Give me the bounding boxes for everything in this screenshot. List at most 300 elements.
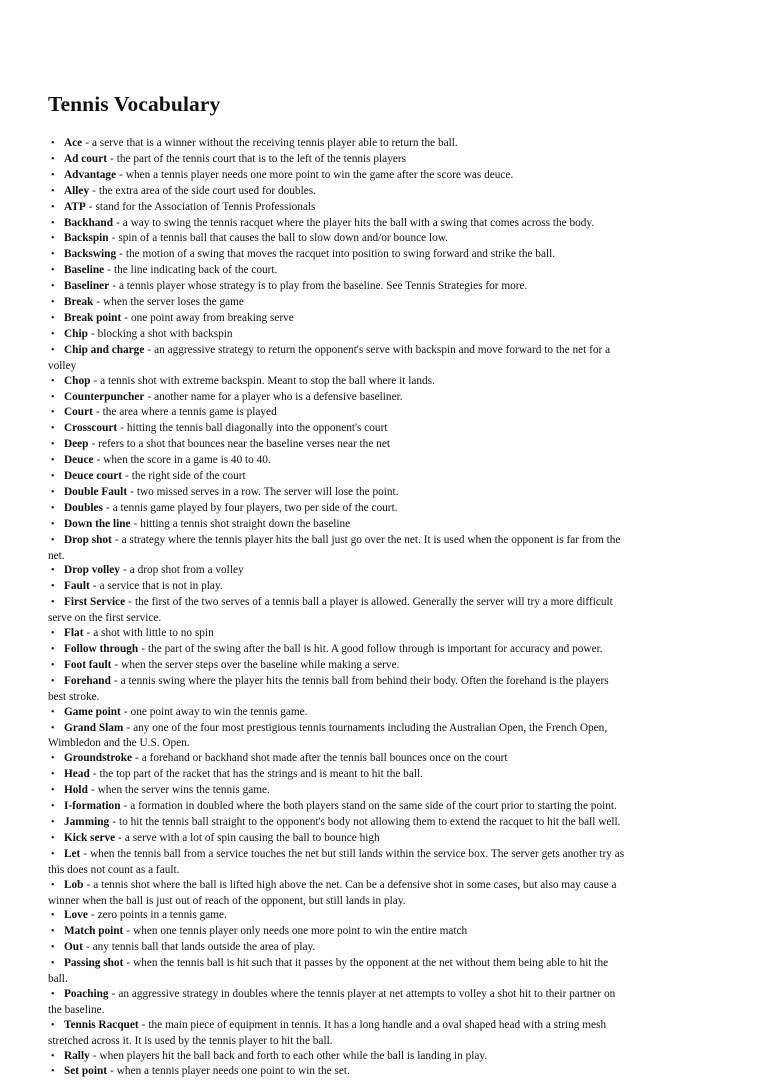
entry-line	[48, 658, 710, 674]
bullet-icon: •	[51, 1066, 55, 1078]
list-item	[48, 453, 710, 469]
term-separator: -	[123, 705, 128, 718]
term-label: Chip	[64, 327, 88, 340]
entry-line	[48, 595, 710, 611]
list-item	[48, 751, 710, 767]
term-definition: any tennis ball that lands outside the area of play.	[92, 941, 316, 954]
bullet-icon: •	[51, 312, 55, 324]
list-item	[48, 1018, 710, 1049]
term-definition: the part of the swing after the ball is hit. A good follow through is important for accuracy and power.	[147, 643, 603, 655]
bullet-icon: •	[51, 391, 55, 403]
term-separator: -	[141, 643, 145, 655]
entry-line	[48, 908, 710, 924]
term-definition: a strategy where the tennis player hits the ball just go over the net. It is used when the opponent is far from the	[121, 533, 621, 546]
term-label: Jamming	[64, 815, 110, 828]
list-item	[48, 1064, 710, 1080]
bullet-icon: •	[51, 153, 55, 165]
entry-line	[48, 626, 710, 642]
list-item	[48, 168, 710, 184]
term-label: Follow through	[64, 643, 139, 655]
bullet-icon: •	[51, 879, 55, 891]
term-definition: a serve that is a winner without the receiving tennis player able to return the ball.	[91, 137, 458, 149]
entry-line	[48, 485, 710, 501]
bullet-icon: •	[51, 265, 55, 277]
list-item	[48, 799, 710, 815]
term-separator: -	[86, 878, 91, 891]
entry-line	[48, 831, 710, 847]
list-item	[48, 563, 710, 579]
entry-line	[48, 390, 710, 406]
bullet-icon: •	[51, 1019, 55, 1031]
term-label: Hold	[64, 784, 88, 797]
bullet-icon: •	[51, 988, 55, 1000]
term-definition: any one of the four most prestigious tennis tournaments including the Australian Open, the French Open,	[133, 721, 608, 734]
bullet-icon: •	[51, 753, 55, 765]
bullet-icon: •	[51, 675, 55, 687]
entry-line	[48, 405, 710, 421]
list-item	[48, 485, 710, 501]
bullet-icon: •	[51, 502, 55, 514]
entry-line	[48, 517, 710, 533]
list-item	[48, 327, 710, 343]
entry-line	[48, 247, 710, 263]
term-separator: -	[111, 987, 116, 1000]
entry-line	[48, 200, 710, 216]
term-definition: the right side of the court	[131, 470, 246, 483]
term-separator: -	[88, 200, 93, 213]
term-separator: -	[85, 137, 89, 149]
term-label: Game point	[64, 705, 121, 718]
term-label: Backhand	[64, 216, 113, 229]
term-label: Set point	[64, 1065, 107, 1078]
list-item	[48, 469, 710, 485]
term-label: Drop volley	[64, 564, 120, 577]
term-separator: -	[115, 216, 120, 229]
term-label: Crosscourt	[64, 422, 118, 435]
bullet-icon: •	[51, 581, 55, 593]
entry-line	[48, 1064, 710, 1080]
entry-line	[48, 279, 710, 295]
list-item	[48, 405, 710, 421]
term-definition: when a tennis player needs one point to win the set.	[116, 1065, 350, 1078]
term-separator: -	[119, 248, 123, 261]
term-definition: stand for the Association of Tennis Professionals	[95, 200, 316, 213]
term-definition: one point away from breaking serve	[131, 311, 294, 324]
bullet-icon: •	[51, 785, 55, 797]
term-label: Forehand	[64, 674, 111, 687]
term-definition: another name for a player who is a defensive baseliner.	[154, 390, 403, 403]
term-label: First Service	[64, 596, 126, 609]
page-title: Tennis Vocabulary	[48, 92, 221, 116]
entry-line	[48, 815, 710, 831]
term-definition-continuation: best stroke.	[48, 690, 100, 703]
term-definition: when the score in a game is 40 to 40.	[103, 454, 271, 467]
term-definition: an aggressive strategy to return the opponent's serve with backspin and move forward to the net for a	[154, 343, 611, 356]
term-label: Doubles	[64, 501, 103, 514]
term-label: Break	[64, 296, 94, 309]
bullet-icon: •	[51, 722, 55, 734]
entry-line	[48, 231, 710, 247]
entry-line	[48, 563, 710, 579]
entry-line	[48, 327, 710, 343]
term-separator: -	[124, 311, 128, 324]
list-item	[48, 152, 710, 168]
entry-line	[48, 705, 710, 721]
list-item	[48, 595, 710, 626]
term-label: Groundstroke	[64, 752, 133, 765]
term-separator: -	[133, 517, 138, 530]
bullet-icon: •	[51, 848, 55, 860]
term-separator: -	[118, 831, 122, 844]
list-item	[48, 626, 710, 642]
entry-line	[48, 751, 710, 767]
term-separator: -	[90, 784, 95, 797]
term-separator: -	[107, 264, 111, 277]
bullet-icon: •	[51, 344, 55, 356]
list-item	[48, 343, 710, 374]
list-item	[48, 987, 710, 1018]
term-separator: -	[120, 422, 124, 435]
term-separator: -	[92, 1049, 97, 1062]
term-separator: -	[111, 232, 116, 245]
term-definition: zero points in a tennis game.	[97, 909, 227, 922]
term-label: I-formation	[64, 800, 121, 813]
list-item	[48, 579, 710, 595]
list-item	[48, 878, 710, 909]
bullet-icon: •	[51, 423, 55, 435]
entry-line	[48, 956, 710, 972]
bullet-icon: •	[51, 185, 55, 197]
bullet-icon: •	[51, 769, 55, 781]
term-separator: -	[114, 533, 119, 546]
entry-line	[48, 924, 710, 940]
bullet-icon: •	[51, 1050, 55, 1062]
bullet-icon: •	[51, 407, 55, 419]
term-separator: -	[92, 184, 96, 197]
term-separator: -	[119, 168, 123, 181]
term-label: Down the line	[64, 517, 131, 530]
term-separator: -	[126, 925, 131, 938]
list-item	[48, 783, 710, 799]
bullet-icon: •	[51, 217, 55, 229]
bullet-icon: •	[51, 297, 55, 309]
term-separator: -	[105, 501, 110, 514]
term-definition: a tennis swing where the player hits the tennis ball from behind their body. Often the forehand is the players	[120, 674, 609, 687]
list-item	[48, 247, 710, 263]
term-definition: when players hit the ball back and forth to each other while the ball is landing in play.	[99, 1049, 488, 1062]
term-definition: one point away to win the tennis game.	[130, 705, 308, 718]
list-item	[48, 767, 710, 783]
bullet-icon: •	[51, 455, 55, 467]
list-item	[48, 421, 710, 437]
list-item	[48, 1049, 710, 1065]
list-item	[48, 231, 710, 247]
term-separator: -	[93, 374, 98, 387]
term-separator: -	[135, 752, 139, 765]
term-separator: -	[113, 674, 118, 687]
bullet-icon: •	[51, 233, 55, 245]
term-definition: an aggressive strategy in doubles where the tennis player at net attempts to volley a shot hit to their partner on	[118, 987, 616, 1000]
term-definition: the line indicating back of the court.	[113, 264, 278, 277]
list-item	[48, 501, 710, 517]
entry-line	[48, 168, 710, 184]
vocabulary-list	[48, 136, 710, 1080]
term-label: Deuce court	[64, 470, 123, 483]
term-separator: -	[123, 800, 128, 813]
list-item	[48, 517, 710, 533]
term-label: Ace	[64, 137, 83, 149]
bullet-icon: •	[51, 565, 55, 577]
term-separator: -	[126, 957, 131, 970]
term-definition: two missed serves in a row. The server will lose the point.	[136, 485, 399, 498]
term-separator: -	[85, 941, 90, 954]
term-label: Ad court	[64, 152, 107, 165]
term-definition: a tennis player whose strategy is to play from the baseline. See Tennis Strategies for more.	[118, 280, 528, 293]
list-item	[48, 924, 710, 940]
term-label: Counterpuncher	[64, 390, 145, 403]
bullet-icon: •	[51, 471, 55, 483]
term-definition: the main piece of equipment in tennis. It has a long handle and a oval shaped head with a string mesh	[148, 1018, 607, 1031]
bullet-icon: •	[51, 926, 55, 938]
term-definition: a tennis shot where the ball is lifted high above the net. Can be a defensive shot in some cases, but also may cause a	[93, 878, 617, 891]
entry-line	[48, 295, 710, 311]
term-label: Let	[64, 847, 81, 860]
list-item	[48, 705, 710, 721]
term-label: Tennis Racquet	[64, 1018, 139, 1031]
term-separator: -	[112, 280, 116, 293]
term-definition: when one tennis player only needs one more point to win the entire match	[133, 925, 468, 938]
term-separator: -	[147, 390, 152, 403]
term-definition: a drop shot from a volley	[129, 564, 244, 577]
list-item	[48, 279, 710, 295]
list-item	[48, 721, 710, 752]
entry-line	[48, 987, 710, 1003]
entry-line	[48, 421, 710, 437]
bullet-icon: •	[51, 942, 55, 954]
list-item	[48, 658, 710, 674]
entry-line	[48, 501, 710, 517]
bullet-icon: •	[51, 169, 55, 181]
entry-line	[48, 799, 710, 815]
list-item	[48, 200, 710, 216]
list-item	[48, 390, 710, 406]
term-label: Out	[64, 941, 83, 954]
term-separator: -	[141, 1018, 146, 1031]
term-label: Rally	[64, 1049, 90, 1062]
term-definition-continuation: ball.	[48, 973, 68, 986]
bullet-icon: •	[51, 597, 55, 609]
entry-line	[48, 642, 710, 658]
term-definition: the first of the two serves of a tennis ball a player is allowed. Generally the server will try a more difficult	[134, 596, 613, 609]
term-definition: the part of the tennis court that is to the left of the tennis players	[116, 152, 407, 165]
list-item	[48, 311, 710, 327]
term-definition: the top part of the racket that has the strings and is meant to hit the ball.	[99, 768, 423, 781]
bullet-icon: •	[51, 816, 55, 828]
term-definition: the extra area of the side court used for doubles.	[98, 184, 316, 197]
term-definition: when a tennis player needs one more point to win the game after the score was deuce.	[125, 168, 514, 181]
term-separator: -	[126, 721, 131, 734]
list-item	[48, 815, 710, 831]
term-label: Advantage	[64, 168, 117, 181]
list-item	[48, 216, 710, 232]
term-definition: hitting a tennis shot straight down the baseline	[140, 517, 351, 530]
term-definition: hitting the tennis ball diagonally into the opponent's court	[126, 422, 388, 435]
bullet-icon: •	[51, 201, 55, 213]
entry-line	[48, 533, 710, 549]
term-label: Lob	[64, 878, 84, 891]
entry-line	[48, 847, 710, 863]
bullet-icon: •	[51, 518, 55, 530]
entry-line	[48, 1018, 710, 1034]
term-label: Deep	[64, 438, 89, 451]
term-label: Break point	[64, 311, 122, 324]
list-item	[48, 847, 710, 878]
term-definition-continuation: the baseline.	[48, 1003, 105, 1016]
list-item	[48, 263, 710, 279]
list-item	[48, 831, 710, 847]
term-label: Fault	[64, 580, 90, 593]
bullet-icon: •	[51, 281, 55, 293]
term-definition: blocking a shot with backspin	[97, 327, 233, 340]
entry-line	[48, 878, 710, 894]
term-definition-continuation: this does not count as a fault.	[48, 863, 180, 876]
term-separator: -	[130, 485, 134, 498]
term-definition: when the server loses the game	[103, 296, 244, 309]
term-separator: -	[112, 815, 116, 828]
term-definition: the area where a tennis game is played	[102, 406, 277, 419]
list-item	[48, 956, 710, 987]
bullet-icon: •	[51, 801, 55, 813]
term-definition: when the tennis ball from a service touches the net but still lands within the service box. The server gets another try as	[90, 847, 625, 860]
term-label: Chip and charge	[64, 343, 145, 356]
term-definition: a formation in doubled where the both players stand on the same side of the court prior to starting the point.	[130, 800, 617, 813]
list-item	[48, 437, 710, 453]
term-label: Head	[64, 768, 90, 781]
bullet-icon: •	[51, 706, 55, 718]
entry-line	[48, 152, 710, 168]
term-label: Backswing	[64, 248, 117, 261]
term-definition: the motion of a swing that moves the racquet into position to swing forward and strike the ball.	[125, 248, 556, 261]
term-definition: a forehand or backhand shot made after the tennis ball bounces once on the court	[141, 752, 508, 765]
entry-line	[48, 343, 710, 359]
entry-line	[48, 184, 710, 200]
term-label: Match point	[64, 925, 124, 938]
term-separator: -	[90, 909, 95, 922]
term-label: Grand Slam	[64, 721, 124, 734]
list-item	[48, 374, 710, 390]
term-definition-continuation: stretched across it. It is used by the tennis player to hit the ball.	[48, 1034, 333, 1047]
entry-line	[48, 437, 710, 453]
entry-line	[48, 783, 710, 799]
bullet-icon: •	[51, 375, 55, 387]
term-label: Baseliner	[64, 280, 110, 293]
term-label: ATP	[64, 200, 86, 213]
term-separator: -	[95, 406, 100, 419]
term-definition: a tennis game played by four players, two per side of the court.	[112, 501, 398, 514]
term-separator: -	[92, 768, 97, 781]
bullet-icon: •	[51, 958, 55, 970]
entry-line	[48, 767, 710, 783]
term-label: Chop	[64, 374, 91, 387]
entry-line	[48, 136, 710, 152]
term-label: Backspin	[64, 232, 109, 245]
term-label: Drop shot	[64, 533, 112, 546]
term-separator: -	[114, 658, 119, 671]
term-definition: when the server wins the tennis game.	[97, 784, 270, 797]
term-separator: -	[110, 152, 114, 165]
term-label: Deuce	[64, 454, 94, 467]
term-separator: -	[122, 564, 127, 577]
entry-line	[48, 311, 710, 327]
entry-line	[48, 374, 710, 390]
term-separator: -	[83, 847, 88, 860]
bullet-icon: •	[51, 138, 55, 149]
term-separator: -	[96, 296, 101, 309]
entry-line	[48, 216, 710, 232]
bullet-icon: •	[51, 832, 55, 844]
list-item	[48, 533, 710, 564]
term-separator: -	[92, 580, 97, 593]
entry-line	[48, 453, 710, 469]
entry-line	[48, 579, 710, 595]
term-label: Passing shot	[64, 957, 124, 970]
entry-line	[48, 263, 710, 279]
bullet-icon: •	[51, 910, 55, 922]
term-definition: a serve with a lot of spin causing the ball to bounce high	[124, 831, 380, 844]
term-label: Court	[64, 406, 93, 419]
term-separator: -	[96, 454, 101, 467]
bullet-icon: •	[51, 659, 55, 671]
term-separator: -	[91, 438, 96, 451]
list-item	[48, 295, 710, 311]
term-separator: -	[125, 470, 129, 483]
list-item	[48, 674, 710, 705]
term-definition: refers to a shot that bounces near the baseline verses near the net	[98, 438, 390, 451]
bullet-icon: •	[51, 249, 55, 261]
bullet-icon: •	[51, 486, 55, 498]
term-definition-continuation: winner when the ball is just out of reach of the opponent, but still lands in play.	[48, 894, 406, 907]
term-label: Love	[64, 909, 88, 922]
bullet-icon: •	[51, 328, 55, 340]
list-item	[48, 136, 710, 152]
bullet-icon: •	[51, 534, 55, 546]
term-definition: to hit the tennis ball straight to the opponent's body not allowing them to extend the racquet to hit the ball well.	[118, 815, 621, 828]
entry-line	[48, 721, 710, 737]
entry-line	[48, 940, 710, 956]
term-label: Double Fault	[64, 485, 128, 498]
term-definition-continuation: volley	[48, 359, 77, 372]
term-separator: -	[90, 327, 95, 340]
term-label: Foot fault	[64, 658, 112, 671]
term-definition: when the tennis ball is hit such that it passes by the opponent at the net without them being able to hit the	[133, 957, 609, 970]
term-definition-continuation: Wimbledon and the U.S. Open.	[48, 737, 190, 750]
term-definition: a way to swing the tennis racquet where the player hits the ball with a swing that comes across the body.	[122, 216, 595, 229]
term-label: Alley	[64, 184, 90, 197]
bullet-icon: •	[51, 644, 55, 655]
entry-line	[48, 674, 710, 690]
term-separator: -	[86, 627, 91, 640]
term-definition: when the server steps over the baseline while making a serve.	[121, 658, 400, 671]
term-label: Flat	[64, 627, 84, 640]
bullet-icon: •	[51, 628, 55, 640]
term-definition: a service that is not in play.	[99, 580, 223, 593]
bullet-icon: •	[51, 439, 55, 451]
term-label: Baseline	[64, 264, 105, 277]
term-separator: -	[147, 343, 152, 356]
entry-line	[48, 469, 710, 485]
term-separator: -	[128, 596, 132, 609]
list-item	[48, 642, 710, 658]
